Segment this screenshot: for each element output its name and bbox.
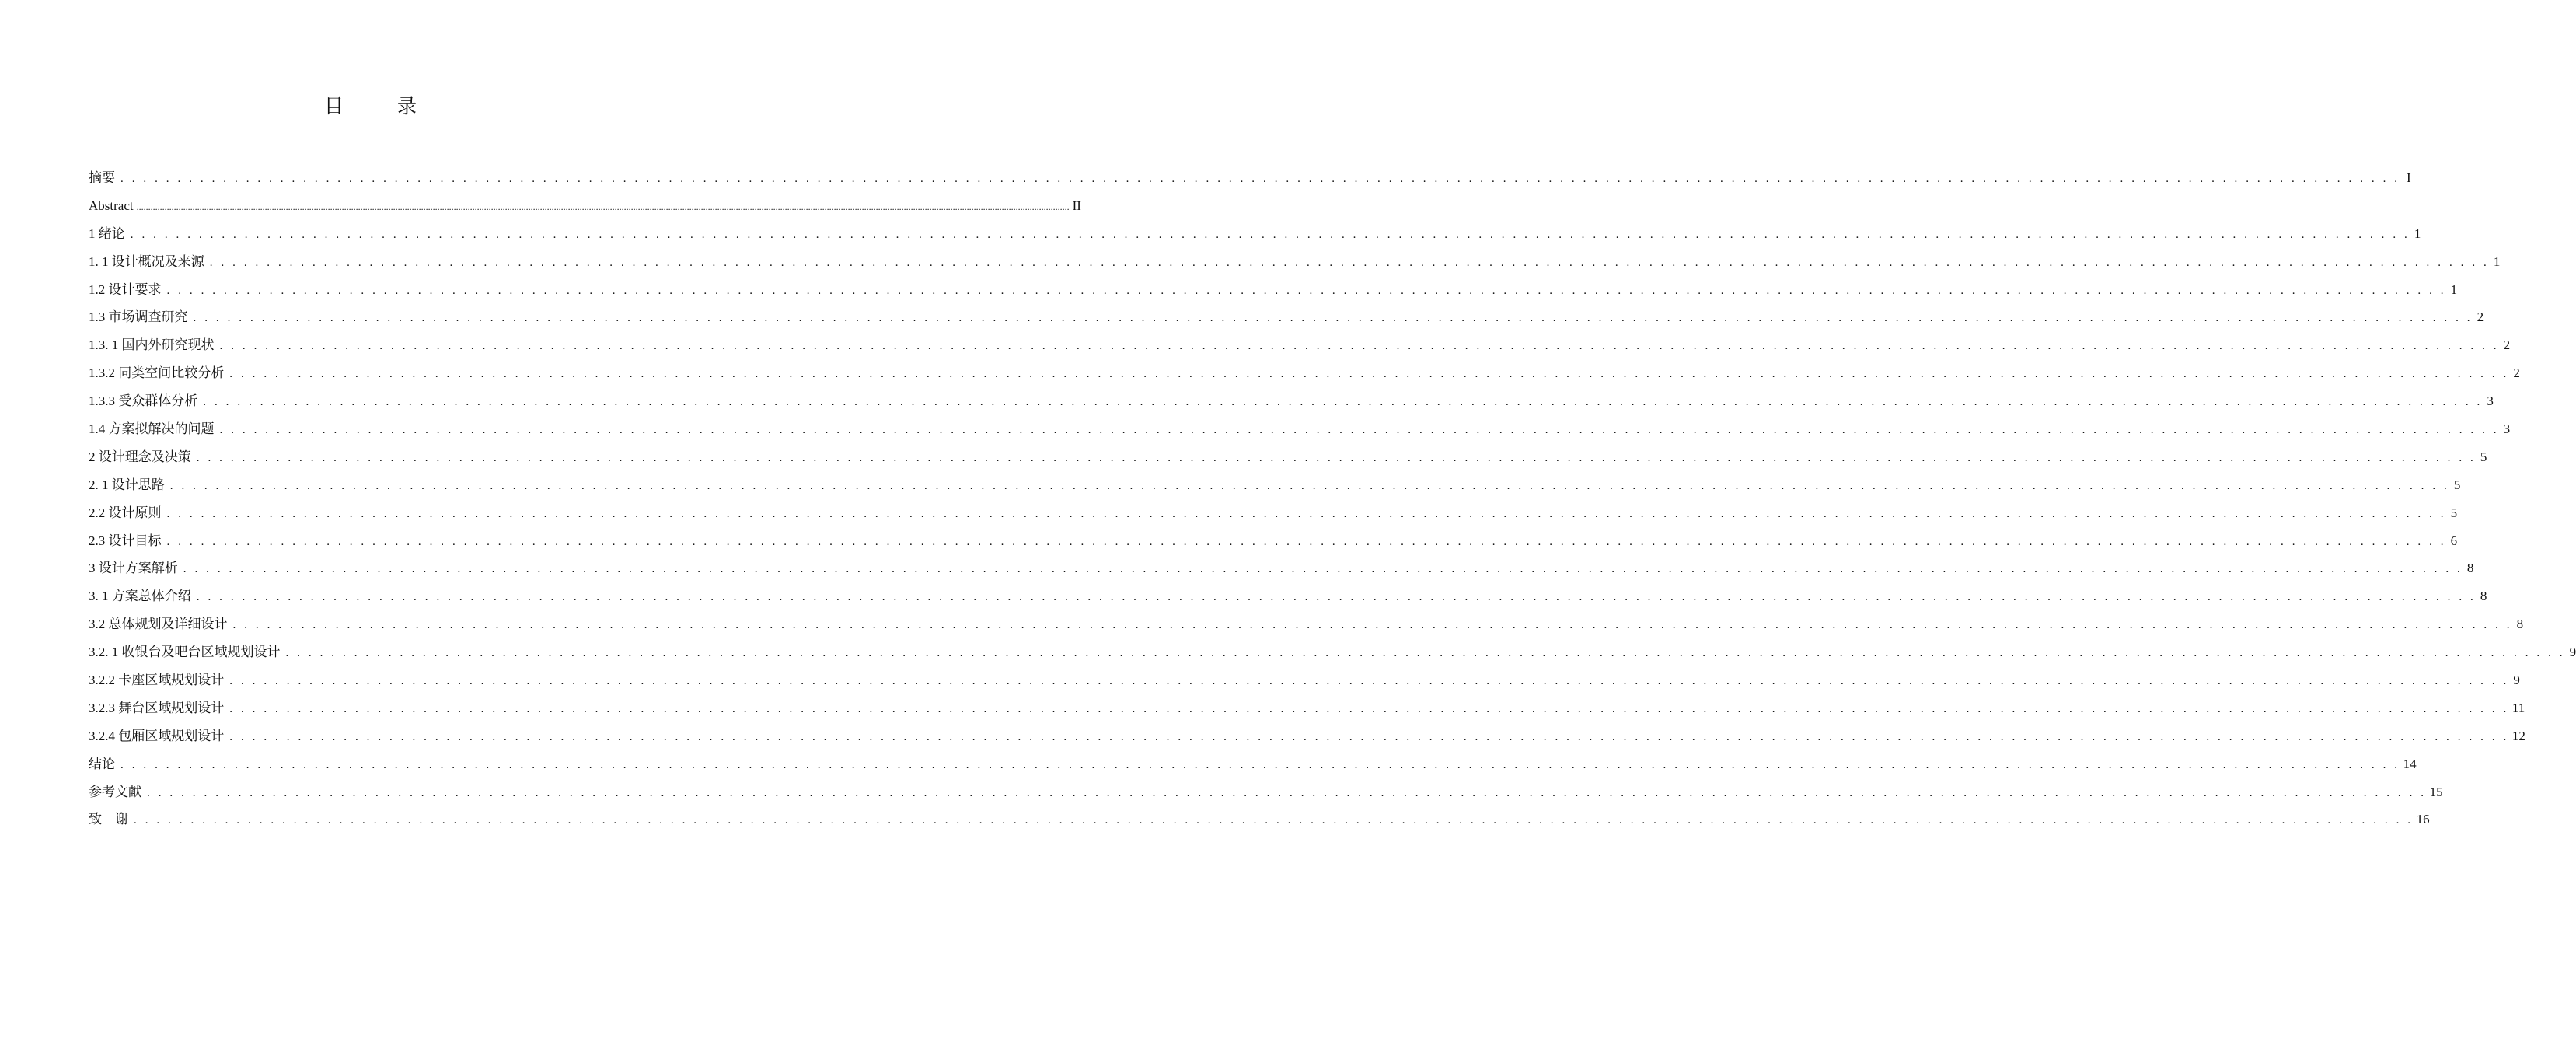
toc-entry-page-number: 3 [2503,421,2511,437]
toc-entry-page-number: 2 [2503,337,2511,353]
toc-dot-leader: . . . . . . . . . . . . . . . . . . . . . . . . . . . . . . . . . . . . . . . . . . . . . . . . . . . . . . . . . . . . . . . . . . . . . . . . . . . . . . . . . . . . . . . . . . . . . . . . . . . . . . . . . . . . . . . . . . . . . . . . . . . . . . . . . . . . . . . . . . . . . . . . . . . . . . . . . . . . . . . . . . . . . . . . . . . . . . . . . . . . . . . . . . . . . . . . . . . . . . . . [229,675,2509,688]
toc-entry-label: 3.2.2 卡座区域规划设计 [89,673,225,688]
toc-entry[interactable] [89,220,2421,248]
toc-entry-label: 3.2.3 舞台区域规划设计 [89,700,225,715]
toc-entry-page-number: 6 [2450,533,2458,548]
toc-dot-leader: . . . . . . . . . . . . . . . . . . . . . . . . . . . . . . . . . . . . . . . . . . . . . . . . . . . . . . . . . . . . . . . . . . . . . . . . . . . . . . . . . . . . . . . . . . . . . . . . . . . . . . . . . . . . . . . . . . . . . . . . . . . . . . . . . . . . . . . . . . . . . . . . . . . . . . . . . . . . . . . . . . . . . . . . . . . . . . . . . . . . . . . . . . . . . . . . . . . . . . . . [193,312,2473,325]
toc-dot-leader: . . . . . . . . . . . . . . . . . . . . . . . . . . . . . . . . . . . . . . . . . . . . . . . . . . . . . . . . . . . . . . . . . . . . . . . . . . . . . . . . . . . . . . . . . . . . . . . . . . . . . . . . . . . . . . . . . . . . . . . . . . . . . . . . . . . . . . . . . . . . . . . . . . . . . . . . . . . . . . . . . . . . . . . . . . . . . . . . . . . . . . . . . . . . . . . . . . . . . . . . [229,702,2509,715]
toc-dot-leader: . . . . . . . . . . . . . . . . . . . . . . . . . . . . . . . . . . . . . . . . . . . . . . . . . . . . . . . . . . . . . . . . . . . . . . . . . . . . . . . . . . . . . . . . . . . . . . . . . . . . . . . . . . . . . . . . . . . . . . . . . . . . . . . . . . . . . . . . . . . . . . . . . . . . . . . . . . . . . . . . . . . . . . . . . . . . . . . . . . . . . . . . . . . . . . . . . . . . . . . . [219,424,2500,437]
toc-entry-label: 1. 1 设计概况及来源 [89,253,204,269]
toc-entry-label: 参考文献 [89,784,141,799]
toc-entry[interactable] [89,471,2461,499]
toc-dot-leader: ................................................................................................................................................................................................................................................................................................................................................................................................................ [136,201,1070,212]
toc-entry-label: 2 设计理念及决策 [89,449,191,464]
toc-entry-label: 1.3.3 受众群体分析 [89,393,198,409]
toc-dot-leader: . . . . . . . . . . . . . . . . . . . . . . . . . . . . . . . . . . . . . . . . . . . . . . . . . . . . . . . . . . . . . . . . . . . . . . . . . . . . . . . . . . . . . . . . . . . . . . . . . . . . . . . . . . . . . . . . . . . . . . . . . . . . . . . . . . . . . . . . . . . . . . . . . . . . . . . . . . . . . . . . . . . . . . . . . . . . . . . . . . . . . . . . . . . . . . . . . . . . . . . . [166,535,2447,548]
toc-entry-page-number: 5 [2453,477,2461,492]
toc-entry-label: 结论 [89,756,115,771]
table-of-contents [89,164,2576,834]
toc-dot-leader: . . . . . . . . . . . . . . . . . . . . . . . . . . . . . . . . . . . . . . . . . . . . . . . . . . . . . . . . . . . . . . . . . . . . . . . . . . . . . . . . . . . . . . . . . . . . . . . . . . . . . . . . . . . . . . . . . . . . . . . . . . . . . . . . . . . . . . . . . . . . . . . . . . . . . . . . . . . . . . . . . . . . . . . . . . . . . . . . . . . . . . . . . . . . . . . . . . . . . . . . [130,228,2410,241]
toc-dot-leader: . . . . . . . . . . . . . . . . . . . . . . . . . . . . . . . . . . . . . . . . . . . . . . . . . . . . . . . . . . . . . . . . . . . . . . . . . . . . . . . . . . . . . . . . . . . . . . . . . . . . . . . . . . . . . . . . . . . . . . . . . . . . . . . . . . . . . . . . . . . . . . . . . . . . . . . . . . . . . . . . . . . . . . . . . . . . . . . . . . . . . . . . . . . . . . . . . . . . . . . . [209,256,2490,269]
toc-entry-label: 致 谢 [89,812,128,827]
toc-entry-page-number: 1 [2493,253,2501,269]
toc-entry-page-number: 1 [2414,225,2421,241]
toc-entry[interactable] [89,248,2501,276]
toc-dot-leader: . . . . . . . . . . . . . . . . . . . . . . . . . . . . . . . . . . . . . . . . . . . . . . . . . . . . . . . . . . . . . . . . . . . . . . . . . . . . . . . . . . . . . . . . . . . . . . . . . . . . . . . . . . . . . . . . . . . . . . . . . . . . . . . . . . . . . . . . . . . . . . . . . . . . . . . . . . . . . . . . . . . . . . . . . . . . . . . . . . . . . . . . . . . . . . . . . . . . . . . . [229,368,2509,381]
toc-entry-label: 1.3. 1 国内外研究现状 [89,337,215,353]
toc-entry[interactable] [89,750,2417,778]
toc-entry-page-number: 15 [2429,784,2443,799]
toc-entry-page-number: 3 [2487,393,2494,409]
toc-entry[interactable] [89,527,2458,555]
toc-entry-page-number: 11 [2511,700,2525,715]
toc-entry-label: 3.2. 1 收银台及吧台区域规划设计 [89,645,281,660]
toc-dot-leader: . . . . . . . . . . . . . . . . . . . . . . . . . . . . . . . . . . . . . . . . . . . . . . . . . . . . . . . . . . . . . . . . . . . . . . . . . . . . . . . . . . . . . . . . . . . . . . . . . . . . . . . . . . . . . . . . . . . . . . . . . . . . . . . . . . . . . . . . . . . . . . . . . . . . . . . . . . . . . . . . . . . . . . . . . . . . . . . . . . . . . . . . . . . . . . . . . . . . . . . . [169,479,2450,492]
toc-dot-leader: . . . . . . . . . . . . . . . . . . . . . . . . . . . . . . . . . . . . . . . . . . . . . . . . . . . . . . . . . . . . . . . . . . . . . . . . . . . . . . . . . . . . . . . . . . . . . . . . . . . . . . . . . . . . . . . . . . . . . . . . . . . . . . . . . . . . . . . . . . . . . . . . . . . . . . . . . . . . . . . . . . . . . . . . . . . . . . . . . . . . . . . . . . . . . . . . . . . . . . . . [219,340,2500,353]
toc-entry-page-number: 16 [2416,812,2430,827]
toc-entry-label: 1.4 方案拟解决的问题 [89,421,215,437]
toc-entry-label: 2.2 设计原则 [89,505,162,520]
toc-entry[interactable] [89,359,2520,387]
toc-entry-page-number: II [1072,197,1081,213]
toc-entry-page-number: 9 [2513,673,2520,688]
toc-entry[interactable] [89,303,2484,331]
toc-entry-page-number: 2 [2513,365,2520,381]
toc-entry-label: 3.2.4 包厢区域规划设计 [89,728,225,743]
toc-entry[interactable] [89,806,2430,834]
toc-dot-leader: . . . . . . . . . . . . . . . . . . . . . . . . . . . . . . . . . . . . . . . . . . . . . . . . . . . . . . . . . . . . . . . . . . . . . . . . . . . . . . . . . . . . . . . . . . . . . . . . . . . . . . . . . . . . . . . . . . . . . . . . . . . . . . . . . . . . . . . . . . . . . . . . . . . . . . . . . . . . . . . . . . . . . . . . . . . . . . . . . . . . . . . . . . . . . . . . . . . . . . . . [232,619,2513,632]
toc-entry[interactable] [89,582,2487,610]
toc-entry-label: 2.3 设计目标 [89,533,162,548]
toc-dot-leader: . . . . . . . . . . . . . . . . . . . . . . . . . . . . . . . . . . . . . . . . . . . . . . . . . . . . . . . . . . . . . . . . . . . . . . . . . . . . . . . . . . . . . . . . . . . . . . . . . . . . . . . . . . . . . . . . . . . . . . . . . . . . . . . . . . . . . . . . . . . . . . . . . . . . . . . . . . . . . . . . . . . . . . . . . . . . . . . . . . . . . . . . . . . . . . . . . . . . . . . . [120,758,2400,771]
toc-dot-leader: . . . . . . . . . . . . . . . . . . . . . . . . . . . . . . . . . . . . . . . . . . . . . . . . . . . . . . . . . . . . . . . . . . . . . . . . . . . . . . . . . . . . . . . . . . . . . . . . . . . . . . . . . . . . . . . . . . . . . . . . . . . . . . . . . . . . . . . . . . . . . . . . . . . . . . . . . . . . . . . . . . . . . . . . . . . . . . . . . . . . . . . . . . . . . . . . . . . . . . . . [134,814,2414,827]
toc-entry[interactable] [89,666,2520,694]
toc-entry[interactable] [89,499,2458,527]
toc-dot-leader: . . . . . . . . . . . . . . . . . . . . . . . . . . . . . . . . . . . . . . . . . . . . . . . . . . . . . . . . . . . . . . . . . . . . . . . . . . . . . . . . . . . . . . . . . . . . . . . . . . . . . . . . . . . . . . . . . . . . . . . . . . . . . . . . . . . . . . . . . . . . . . . . . . . . . . . . . . . . . . . . . . . . . . . . . . . . . . . . . . . . . . . . . . . . . . . . . . . . . . . . [166,507,2447,520]
toc-dot-leader: . . . . . . . . . . . . . . . . . . . . . . . . . . . . . . . . . . . . . . . . . . . . . . . . . . . . . . . . . . . . . . . . . . . . . . . . . . . . . . . . . . . . . . . . . . . . . . . . . . . . . . . . . . . . . . . . . . . . . . . . . . . . . . . . . . . . . . . . . . . . . . . . . . . . . . . . . . . . . . . . . . . . . . . . . . . . . . . . . . . . . . . . . . . . . . . . . . . . . . . . [229,730,2509,743]
toc-entry-label: 摘要 [89,170,115,185]
toc-entry-label: Abstract [89,197,134,213]
toc-entry[interactable] [89,610,2524,638]
toc-entry-page-number: 2 [2477,309,2484,325]
toc-entry-page-number: I [2406,170,2411,185]
toc-entry-label: 1.2 设计要求 [89,281,162,297]
toc-entry-page-number: 5 [2450,505,2458,520]
toc-entry-page-number: 14 [2403,756,2417,771]
toc-entry[interactable] [89,415,2511,443]
toc-entry-label: 3. 1 方案总体介绍 [89,589,191,604]
toc-entry[interactable] [89,276,2458,304]
toc-dot-leader: . . . . . . . . . . . . . . . . . . . . . . . . . . . . . . . . . . . . . . . . . . . . . . . . . . . . . . . . . . . . . . . . . . . . . . . . . . . . . . . . . . . . . . . . . . . . . . . . . . . . . . . . . . . . . . . . . . . . . . . . . . . . . . . . . . . . . . . . . . . . . . . . . . . . . . . . . . . . . . . . . . . . . . . . . . . . . . . . . . . . . . . . . . . . . . . . . . . . . . . . [147,786,2427,799]
toc-dot-leader: . . . . . . . . . . . . . . . . . . . . . . . . . . . . . . . . . . . . . . . . . . . . . . . . . . . . . . . . . . . . . . . . . . . . . . . . . . . . . . . . . . . . . . . . . . . . . . . . . . . . . . . . . . . . . . . . . . . . . . . . . . . . . . . . . . . . . . . . . . . . . . . . . . . . . . . . . . . . . . . . . . . . . . . . . . . . . . . . . . . . . . . . . . . . . . . . . . . . . . . . [183,563,2463,576]
toc-entry-label: 3 设计方案解析 [89,561,178,576]
toc-entry[interactable] [89,722,2525,750]
toc-entry-page-number: 8 [2480,589,2487,604]
toc-dot-leader: . . . . . . . . . . . . . . . . . . . . . . . . . . . . . . . . . . . . . . . . . . . . . . . . . . . . . . . . . . . . . . . . . . . . . . . . . . . . . . . . . . . . . . . . . . . . . . . . . . . . . . . . . . . . . . . . . . . . . . . . . . . . . . . . . . . . . . . . . . . . . . . . . . . . . . . . . . . . . . . . . . . . . . . . . . . . . . . . . . . . . . . . . . . . . . . . . . . . . . . . [120,173,2400,185]
toc-dot-leader: . . . . . . . . . . . . . . . . . . . . . . . . . . . . . . . . . . . . . . . . . . . . . . . . . . . . . . . . . . . . . . . . . . . . . . . . . . . . . . . . . . . . . . . . . . . . . . . . . . . . . . . . . . . . . . . . . . . . . . . . . . . . . . . . . . . . . . . . . . . . . . . . . . . . . . . . . . . . . . . . . . . . . . . . . . . . . . . . . . . . . . . . . . . . . . . . . . . . . . . . [166,284,2447,297]
toc-entry[interactable] [89,638,2576,666]
toc-dot-leader: . . . . . . . . . . . . . . . . . . . . . . . . . . . . . . . . . . . . . . . . . . . . . . . . . . . . . . . . . . . . . . . . . . . . . . . . . . . . . . . . . . . . . . . . . . . . . . . . . . . . . . . . . . . . . . . . . . . . . . . . . . . . . . . . . . . . . . . . . . . . . . . . . . . . . . . . . . . . . . . . . . . . . . . . . . . . . . . . . . . . . . . . . . . . . . . . . . . . . . . . [285,647,2566,660]
toc-entry[interactable] [89,331,2511,359]
page-title: 目 录 [323,96,434,117]
toc-dot-leader: . . . . . . . . . . . . . . . . . . . . . . . . . . . . . . . . . . . . . . . . . . . . . . . . . . . . . . . . . . . . . . . . . . . . . . . . . . . . . . . . . . . . . . . . . . . . . . . . . . . . . . . . . . . . . . . . . . . . . . . . . . . . . . . . . . . . . . . . . . . . . . . . . . . . . . . . . . . . . . . . . . . . . . . . . . . . . . . . . . . . . . . . . . . . . . . . . . . . . . . . [196,451,2477,464]
toc-entry-page-number: 1 [2450,281,2458,297]
toc-entry-label: 2. 1 设计思路 [89,477,165,492]
toc-entry-label: 1 绪论 [89,225,125,241]
toc-entry[interactable] [89,443,2487,471]
toc-dot-leader: . . . . . . . . . . . . . . . . . . . . . . . . . . . . . . . . . . . . . . . . . . . . . . . . . . . . . . . . . . . . . . . . . . . . . . . . . . . . . . . . . . . . . . . . . . . . . . . . . . . . . . . . . . . . . . . . . . . . . . . . . . . . . . . . . . . . . . . . . . . . . . . . . . . . . . . . . . . . . . . . . . . . . . . . . . . . . . . . . . . . . . . . . . . . . . . . . . . . . . . . [196,591,2477,604]
toc-entry[interactable] [89,778,2443,806]
toc-entry-label: 1.3 市场调查研究 [89,309,188,325]
toc-entry-page-number: 12 [2511,728,2525,743]
toc-entry[interactable] [89,164,2411,192]
toc-entry-label: 3.2 总体规划及详细设计 [89,617,228,632]
toc-entry-page-number: 8 [2516,617,2524,632]
toc-entry-page-number: 5 [2480,449,2487,464]
toc-entry[interactable] [89,387,2494,415]
toc-entry-label: 1.3.2 同类空间比较分析 [89,365,225,381]
toc-entry-page-number: 8 [2466,561,2474,576]
toc-entry-page-number: 9 [2569,645,2576,660]
toc-entry[interactable] [89,192,1081,220]
toc-dot-leader: . . . . . . . . . . . . . . . . . . . . . . . . . . . . . . . . . . . . . . . . . . . . . . . . . . . . . . . . . . . . . . . . . . . . . . . . . . . . . . . . . . . . . . . . . . . . . . . . . . . . . . . . . . . . . . . . . . . . . . . . . . . . . . . . . . . . . . . . . . . . . . . . . . . . . . . . . . . . . . . . . . . . . . . . . . . . . . . . . . . . . . . . . . . . . . . . . . . . . . . . [203,396,2483,409]
toc-entry[interactable] [89,554,2474,582]
toc-entry[interactable] [89,694,2525,722]
